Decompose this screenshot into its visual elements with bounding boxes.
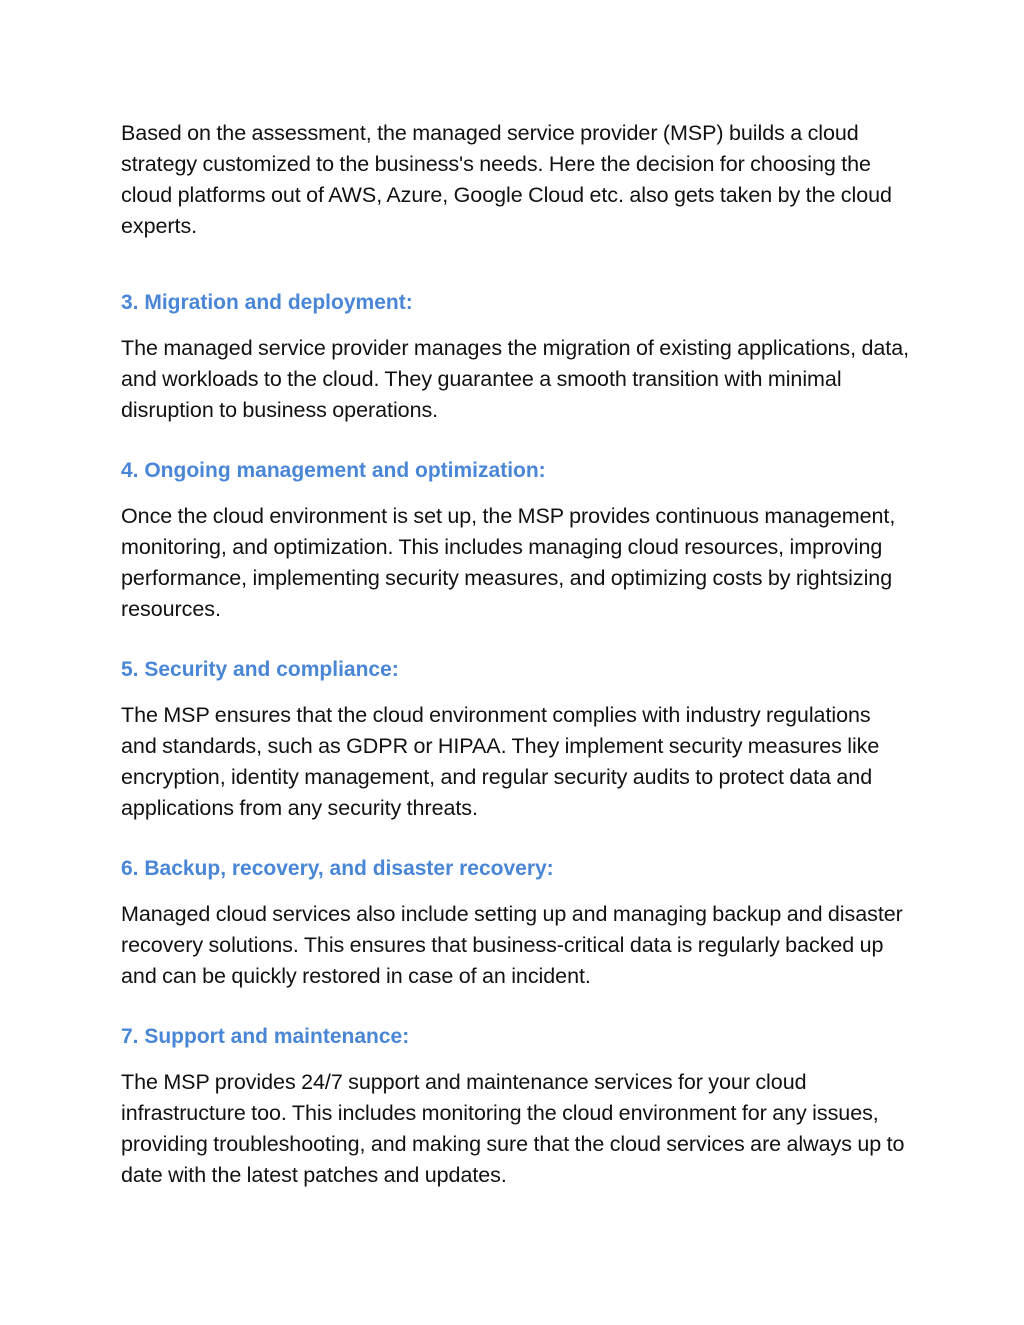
section-body-management: Once the cloud environment is set up, the MSP provides continuous management, monitoring, and optimization. This includes managing cloud resources, improving performance, implementing security measures, and optimizing costs by rightsizing resources. xyxy=(121,504,896,621)
intro-paragraph: Based on the assessment, the managed service provider (MSP) builds a cloud strategy customized to the business's needs. Here the decision for choosing the cloud platforms out of AWS, Azure, Google Cloud etc. also gets taken by the cloud experts. xyxy=(121,121,892,238)
section-heading-management: 4. Ongoing management and optimization: xyxy=(121,459,546,482)
section-heading-migration: 3. Migration and deployment: xyxy=(121,291,413,314)
section-body-security: The MSP ensures that the cloud environment complies with industry regulations and standards, such as GDPR or HIPAA. They implement security measures like encryption, identity management, and regular security audits to protect data and applications from any security threats. xyxy=(121,703,880,820)
section-heading-backup: 6. Backup, recovery, and disaster recovery: xyxy=(121,857,554,880)
section-body-migration: The managed service provider manages the migration of existing applications, data, and workloads to the cloud. They guarantee a smooth transition with minimal disruption to business operations. xyxy=(121,336,910,422)
section-heading-security: 5. Security and compliance: xyxy=(121,658,399,681)
document-page xyxy=(121,118,911,1191)
section-body-support: The MSP provides 24/7 support and maintenance services for your cloud infrastructure too. This includes monitoring the cloud environment for any issues, providing troubleshooting, and making sure that the cloud services are always up to date with the latest patches and updates. xyxy=(121,1070,905,1187)
section-body-backup: Managed cloud services also include setting up and managing backup and disaster recovery solutions. This ensures that business-critical data is regularly backed up and can be quickly restored in case of an incident. xyxy=(121,902,903,988)
section-heading-support: 7. Support and maintenance: xyxy=(121,1025,410,1048)
